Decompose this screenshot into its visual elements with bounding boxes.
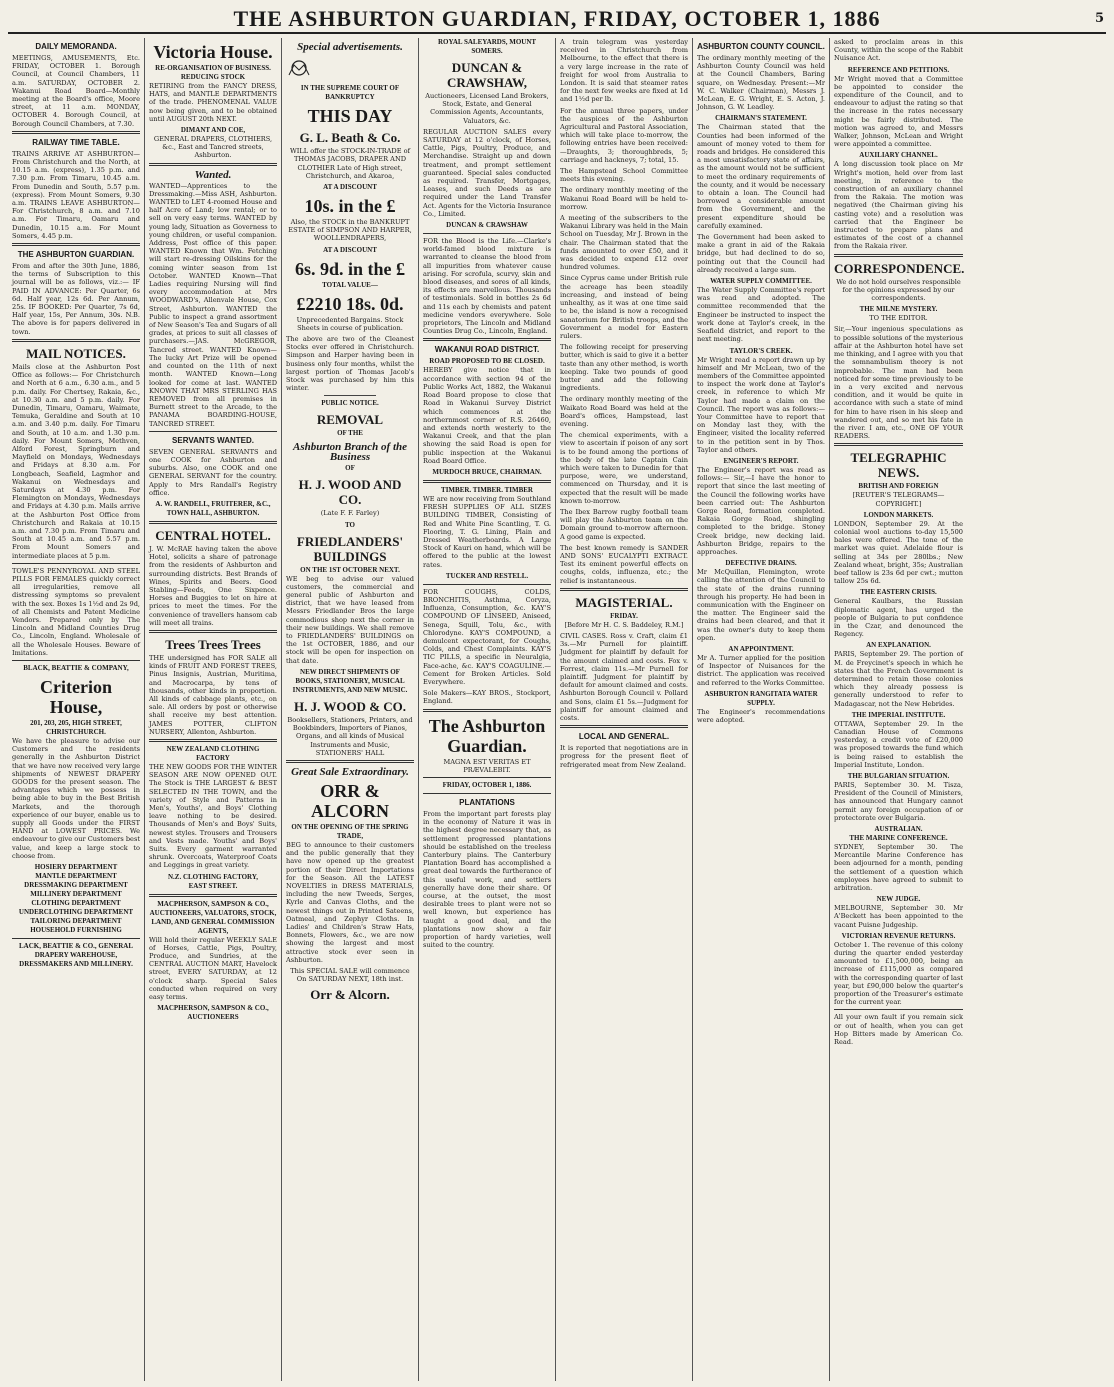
spring-trade: ON THE OPENING OF THE SPRING TRADE,: [291, 822, 409, 840]
hjwood-2-heading: H. J. WOOD & CO.: [293, 698, 407, 714]
orr-text: BEG to announce to their customers and the public generally that they have now opened up the greatest portion of their Direct Importations for the Season. All the LATEST NOVELTIES in DRESS MATERIALS, including the new Tweeds, Serges, Kyrle and Canvas Cloths, and the newest things out in Printed Sateens, Oatmeal, and Zephyr Cloths. In Ladies' and Children's Straw Hats, Bonnets, Flowers, &c., we are now showing the largest and most attractive stock ever seen in Ashburton.: [286, 840, 414, 964]
butter-text: The following receipt for preserving butter, which is said to give it a better taste than any other method, is worth keeping. Take two pounds of good butter and add the following ingredients.: [560, 343, 688, 393]
column-6: [693, 38, 830, 1381]
nz-clothing-text: THE NEW GOODS FOR THE WINTER SEASON ARE NOW OPENED OUT. The Stock is THE LARGEST & BEST SELECTED IN THE TOWN, and the variety of Style and Patterns in Men's, Youths', and Boys' Clothing leave nothing to be desired. Thousands of Men's and Boys' Suits, newest styles. Trousers and Trousers and Vests made. Youths' and Boys' Suits. Every garment warranted shrunk. Overcoats, Waterproof Coats and Leggings in great variety.: [149, 763, 277, 870]
unprecedented-text: Unprecedented Bargains. Stock Sheets in course of publication.: [296, 315, 404, 332]
wakanui-subheading: ROAD PROPOSED TO BE CLOSED.: [429, 357, 545, 366]
court-heading: IN THE SUPREME COURT OF BANKRUPTCY: [300, 84, 400, 102]
dept-underclothing: UNDERCLOTHING DEPARTMENT: [18, 908, 134, 917]
dept-hosiery: HOSIERY DEPARTMENT: [34, 863, 118, 872]
local-general-text: It is reported that negotiations are in progress for the present fleet of refrigerated meat from New Zealand.: [560, 744, 688, 769]
towle-ad: TOWLE'S PENNYROYAL AND STEEL PILLS FOR FEMALES quickly correct all irregularities, remove all distressing symptoms so prevalent with the sex. Boxes 1s 1½d and 2s 9d, of all Chemists and Patent Medicine Vendors. Prepared only by The Lincoln and Midland Counties Drug Co., Lincoln, England. Wholesale of all the Wholesale Houses. Beware of Imitations.: [12, 566, 141, 657]
victoria-reducing: REDUCING STOCK: [180, 73, 246, 81]
telegraphic-heading: TELEGRAPHIC NEWS.: [850, 450, 947, 481]
beath-heading: G. L. Beath & Co.: [299, 130, 401, 146]
randell-address: A. W. RANDELL, FRUITERER, &C., TOWN HALL, ASHBURTON.: [155, 499, 271, 517]
dept-furnishing: HOUSEHOLD FURNISHING: [30, 926, 122, 935]
macpherson-text: Will hold their regular WEEKLY SALE of Horses, Cattle, Pigs, Poultry, Produce, and Sundries, at the CENTRAL AUCTION MART, Havelock street, EVERY SATURDAY, at 12 o'clock sharp. Special Sales conducted when required on very easy terms.: [149, 935, 277, 1002]
engineer-heading: ENGINEER'S REPORT.: [723, 456, 799, 465]
removal-of: OF THE: [337, 429, 363, 438]
local-general-heading: LOCAL AND GENERAL.: [578, 732, 670, 742]
hjwood-text: WE beg to advise our valued customers, the commercial and general public of Ashburton and district, that we have leased from Messrs Friedlander Bros the large commodious shop next the corner in their new buildings. We shall remove to FRIEDLANDERS' BUILDINGS on the 1st OCTOBER, 1886, and our stock will be open for inspection on that date.: [286, 574, 414, 665]
revenue-text: October 1. The revenue of this colony during the quarter ended yesterday amounted to £1,500,000, being an increase of £115,000 as compared with the corresponding quarter of last year, but £90,000 below the quarter's proportion of the Treasurer's estimate for the current year.: [834, 940, 963, 1007]
duncan-subheading: Auctioneers, Licensed Land Brokers, Stock, Estate, and General Commission Agents, Accountants, Valuators, &c.: [425, 92, 549, 125]
removal-heading: REMOVAL: [316, 412, 384, 428]
orr-alcorn-heading: ORR & ALCORN: [310, 780, 389, 821]
plantations-text: From the important part forests play in the economy of Nature it was in the highest degree necessary that, as settlement progressed plantations should be established on the treeless Canterbury plains. The Canterbury Plantation Board has accomplished a great deal towards the furtherance of this useful work, and settlers generally have done their share. Of course, at the outset, the most desirable trees to plant were not so well known, but experience has taught a good deal, and the plantations now show a fair proportion of hardy varieties, well suited to the country.: [423, 810, 551, 950]
mail-text: Mails close at the Ashburton Post Office as follows:— For Christchurch and North at 6 a.m., 6.30 a.m., and 5 p.m. daily. For Chertsey, Rakaia, &c., at 10.30 a.m. and 5 p.m. daily. For Dunedin, Timaru, Oamaru, Waimate, Temuka, Geraldine and South at 10 a.m. and 3.40 p.m. daily. For Timaru and South, at 10 a.m. and 1.30 p.m. daily. For Mount Somers, Methven, Alford Forest, Springburn and Mayfield on Mondays, Wednesdays and Fridays at 8.30 a.m. For Longbeach, Seafield, Lagmhor and Wakanui on Wednesdays and Saturdays at 4.30 p.m. For Flemington on Mondays, Wednesdays and Fridays at 4.30 p.m. Mails arrive at the Ashburton Post Office from Christchurch and Rakaia at 10.15 a.m. and 7.30 p.m. From Timaru and South at 10.45 a.m. and 5.57 p.m. From Mount Somers and intermediate places at 5 p.m.: [12, 362, 140, 560]
imperial-heading: THE IMPERIAL INSTITUTE.: [851, 710, 946, 719]
memo-heading: DAILY MEMORANDA.: [35, 42, 117, 51]
saleyards-heading: ROYAL SALEYARDS, MOUNT SOMERS.: [437, 38, 537, 55]
new-judge-heading: NEW JUDGE.: [876, 895, 921, 904]
hjwood-2-sub: Booksellers, Stationers, Printers, and Bookbinders, Importers of Pianos, Organs, and all kinds of Musical Instruments and Music, STATIONERS' HALL: [287, 715, 413, 757]
nz-clothing-heading: NEW ZEALAND CLOTHING FACTORY: [166, 745, 260, 762]
masthead: [8, 6, 1106, 34]
mail-heading: MAIL NOTICES.: [26, 345, 126, 361]
macpherson-footer: MACPHERSON, SAMPSON & CO., AUCTIONEERS: [157, 1004, 269, 1022]
trees-text: THE undersigned has FOR SALE all kinds of FRUIT AND FOREST TREES, Pinus Insignis, Austrian, Muritima, and Macrocarpa, by tens of thousands, other kinds in proportion. All kinds of cabbage plants, etc., on sale. All orders by post or otherwise shall receive my best attention. JAMES POTTER, CLIFTON NURSERY, Allenton, Ashburton.: [149, 653, 277, 736]
beath-text-3: The above are two of the Cleanest Stocks ever offered in Christchurch. Simpson and Harper having been in business only four months, whilst the largest portion of Thomas Jacob's Stock was purchased by him this winter.: [286, 335, 414, 393]
servants-heading: SERVANTS WANTED.: [172, 435, 254, 445]
timber-text: WE are now receiving from Southland FRESH SUPPLIES OF ALL SIZES BUILDING TIMBER, Consisting of Red and White Pine Scantling, T. G. Flooring, T. G. Lining, Plain and Dressed Weatherboards. A Large Stock of Kauri on hand, which will be offered to the public at the lowest rates.: [423, 494, 551, 569]
memo-text: MEETINGS, AMUSEMENTS, Etc. FRIDAY, OCTOBER 1. Borough Council, at Council Chambers, 11 a.m. SATURDAY, OCTOBER 2. Wakanui Road Board—Monthly meeting at the Board's office, Moore street, at 11 a.m. MONDAY, OCTOBER 4. Borough Council, at Borough Council Chambers, at 7.30.: [12, 54, 140, 128]
central-hotel-text: J. W. McRAE having taken the above Hotel, solicits a share of patronage from the residents of Ashburton and surrounding districts. Best Brands of Wines, Spirits and Beers. Good Stabling—Feeds, One Sixpence. Horses and Buggies to let on hire at prices to meet the times. For the convenience of travellers hansom cab will meet all trains.: [149, 544, 277, 627]
telegraphic-note: [REUTER'S TELEGRAMS—COPYRIGHT.]: [852, 491, 945, 508]
orr-footer: Orr & Alcorn.: [310, 987, 390, 1003]
direct-shipments: NEW DIRECT SHIPMENTS OF BOOKS, STATIONERY, MUSICAL INSTRUMENTS, AND NEW MUSIC.: [292, 667, 408, 694]
revenue-heading: VICTORIAN REVENUE RETURNS.: [841, 931, 956, 940]
football-text: The Ibex Barrow rugby football team will play the Ashburton team on the Domain ground to-morrow afternoon. A good game is expected.: [560, 507, 688, 541]
imperial-text: OTTAWA, September 29. In the Canadian House of Commons yesterday, a credit vote of £20,000 was proposed towards the fund which is being raised to establish the Imperial Institute, London.: [834, 719, 963, 769]
water-supply-heading: WATER SUPPLY COMMITTEE.: [710, 277, 812, 286]
hampstead-text: The Hampstead School Committee meets this evening.: [560, 167, 688, 184]
column-2: [145, 38, 282, 1381]
great-sale-heading: Great Sale Extraordinary.: [291, 765, 409, 778]
eastern-crisis-text: General Kaulbars, the Russian diplomatic agent, has urged the people of Bulgaria to put confidence in the Czar, and denounced the Regency.: [834, 597, 963, 639]
rangitata-text: The Engineer's recommendations were adopted.: [697, 707, 825, 725]
taylors-creek-text: Mr Wright read a report drawn up by himself and Mr McLean, two of the members of the Committee appointed to inspect the work done at Taylor's creek, in reference to which Mr Taylor had made a claim on the Council. The report was as follows:— Your Committee have to report that on Monday last they, with the Engineer, visited the locality referred to in the petition sent in by Thos. Taylor and others.: [697, 355, 825, 454]
duncan-text: REGULAR AUCTION SALES every SATURDAY at 12 o'clock, of Horses, Cattle, Pigs, Poultry, Produce, and Merchandise. Straight up and down treatment, and prompt settlement guaranteed. Special sales conducted as required. Transfer, Mortgages, Leases, and such Deeds as are required under the Land Transfer Act. Agents for the Victoria Insurance Co., Limited.: [423, 127, 551, 218]
marine-heading: THE MARINE CONFERENCE.: [849, 834, 948, 843]
nz-clothing-footer: N.Z. CLOTHING FACTORY,: [167, 872, 259, 881]
public-notice: PUBLIC NOTICE.: [321, 399, 379, 408]
agricultural-text: For the annual three papers, under the auspices of the Ashburton Agricultural and Pastoral Association, which will take place to-morrow, the following entries have been received:—Draughts, 3; thoroughbreds, 5; carriage and hackneys, 7; total, 15.: [560, 106, 688, 164]
australian-heading: AUSTRALIAN.: [874, 825, 923, 834]
beath-text-2: Also, the STOCK in the BANKRUPT ESTATE of SIMPSON AND HARPER, WOOLLENDRAPERS,: [288, 218, 412, 243]
milne-heading: THE MILNE MYSTERY.: [859, 305, 938, 314]
new-judge-text: MELBOURNE, September 30. Mr A'Beckett has been appointed to the vacant Puisne Judgeship.: [834, 904, 963, 929]
railway-heading: RAILWAY TIME TABLE.: [32, 137, 120, 147]
hop-bitters-ad: All your own fault if you remain sick or out of health, when you can get Hop Bitters made by American Co. Read.: [834, 1013, 963, 1047]
guardian-date: FRIDAY, OCTOBER 1, 1886.: [442, 781, 532, 789]
victoria-house-heading: Victoria House.: [153, 42, 273, 62]
dept-dressmaking: DRESSMAKING DEPARTMENT: [24, 881, 128, 890]
cyprus-text: Since Cyprus came under British rule the acreage has been steadily increasing, and instead of being unhealthy, as it was at one time said to be, the island is now a recognised sanatorium for British troops, and the Government a model for Eastern rulers.: [560, 274, 688, 340]
library-text: A meeting of the subscribers to the Wakanui Library was held in the Main School on Tuesday, Mr J. Brown in the chair. The Chairman stated that the funds amounted to over £50, and it was decided to expend £12 over hundred volumes.: [560, 214, 688, 272]
lack-footer: LACK, BEATTIE & CO., GENERAL DRAPERY WAREHOUSE, DRESSMAKERS AND MILLINERY.: [18, 942, 134, 969]
lack-heading: BLACK, BEATTIE & COMPANY,: [23, 664, 129, 672]
explanation-heading: AN EXPLANATION.: [866, 641, 931, 650]
duncan-heading: DUNCAN & CRAWSHAW,: [446, 60, 528, 90]
reference-text: Mr Wright moved that a Committee be appointed to consider the expenditure of the Council, and to endeavour to adjust the rating so that the increase in the rates necessary might be fairly distributed. The motion was agreed to, and Messrs Walker, Johnson, McLean and Wright were appointed a committee.: [834, 74, 963, 149]
wool-freight-text: A train telegram was yesterday received in Christchurch from Melbourne, to the effect that there is a very large increase in the rate of freight for wool from Australia to London. It is said that steamer rates for the next few weeks are fixed at 1d and 1½d per lb.: [560, 38, 688, 104]
milne-text: Sir,—Your ingenious speculations as to possible solutions of the mysterious affair at the Ashburton hotel have set me thinking, and I agree with you that the somnambulism theory is not improbable. The man had been noticed for some time previously to be in a very excited and nervous condition, and it would be quite in accordance with such a state of mind for him to have risen in his sleep and wandered out, and so met his fate in the river. I am, etc., ONE OF YOUR READERS.: [834, 325, 963, 441]
nz-clothing-street: EAST STREET.: [188, 881, 238, 890]
eucalypti-text: The best known remedy is SANDER AND SONS' EUCALYPTI EXTRACT. Test its eminent powerful effects on coughs, colds, influenza, etc.; the relief is instantaneous.: [560, 543, 688, 585]
defective-drains-text: Mr McQuillan, Flemington, wrote calling the attention of the Council to the state of the drains running through his property. He had been in communication with the Engineer on the matter. The Engineer said the drains had been cleared, and that it was the owner's duty to keep them open.: [697, 568, 825, 642]
correspondence-heading: CORRESPONDENCE.: [834, 260, 965, 276]
guardian-heading: The Ashburton Guardian.: [428, 715, 546, 756]
trees-heading: Trees Trees Trees: [165, 636, 261, 652]
column-7: [830, 38, 967, 1381]
auxiliary-text: A long discussion took place on Mr Wright's motion, held over from last meeting, in reference to the construction of an auxiliary channel from the Rakaia. The motion was negatived (the Chairman giving his casting vote) and a resolution was carried that the Engineer be instructed to prepare plans and estimates of the cost of a channel from the Rakaia river.: [834, 160, 963, 251]
hjwood-heading: H. J. WOOD AND CO.: [298, 477, 402, 508]
wanted-text: WANTED—Apprentices to the Dressmaking.—Miss ASH, Ashburton. WANTED to LET 4-roomed House and half Acre of Land; low rental; or to sell on very easy terms. WANTED by young lady, Situation as Governess to young children, or useful companion. Address, Post office of this paper. WANTED Known that Wm. Fetching will start re-dressing Oilskins for the coming winter season from 1st October. WANTED Known—That Ladies requiring Nursing will find every accommodation at Mrs WOODWARD's, Allenvale House, Cox Street, Ashburton. WANTED the Public to inspect a grand assortment of New Season's Tea and Sugars of all grades, at prices to suit all classes of purchasers.—JAS. McGREGOR, Tancred street. WANTED Known—The lucky Art Prize will be opened and counted on the 11th of next month. WANTED Known—Long looked for come at last. WANTED KNOWN THAT MRS STERLING HAS REMOVED from all premises in Burnett street to the Arcade, to the PANAMA BOARDING-HOUSE, TANCRED STREET.: [149, 181, 277, 428]
total-value: £2210 18s. 0d.: [296, 293, 404, 314]
discount-label-1: AT A DISCOUNT: [323, 183, 377, 192]
appointment-heading: AN APPOINTMENT.: [728, 645, 794, 653]
chairman-heading: CHAIRMAN'S STATEMENT.: [715, 114, 807, 123]
chemical-text: The chemical experiments, with a view to ascertain if poison of any sort is to be found among the portions of the body of the late Captain Cain which were taken to Dunedin for that purpose, were, we understand, commenced on Thursday, and it is expected that the result will be made known to-morrow.: [560, 431, 688, 505]
reference-heading: REFERENCE AND PETITIONS.: [847, 65, 950, 74]
discount-label-2: AT A DISCOUNT: [323, 245, 377, 254]
appointment-text: Mr A. Turner applied for the position of Inspector of Nuisances for the district. The application was received and referred to the Works Committee.: [697, 654, 825, 687]
london-markets-text: LONDON, September 29. At the colonial wool auctions to-day 15,500 bales were offered. The tone of the market was quiet. Adelaide flour is selling at 34s per 280lbs.; New Zealand wheat, bright, 35s; Australian beef tallow is 23s 6d per cwt.; mutton tallow 25s 6d.: [834, 519, 963, 586]
criterion-address: 201, 203, 205, HIGH STREET, CHRISTCHURCH.: [30, 719, 122, 736]
murdoch-signature: MURDOCH BRUCE, CHAIRMAN.: [432, 467, 542, 476]
hjwood-late: (Late F. F. Farley): [320, 509, 380, 518]
taylors-creek-heading: TAYLOR'S CREEK.: [729, 346, 793, 355]
marine-text: SYDNEY, September 30. The Mercantile Marine Conference has been adjourned for a month, pending the settlement of a question which employees have agreed to submit to arbitration.: [834, 843, 963, 893]
railway-text: TRAINS ARRIVE AT ASHBURTON—From Christchurch and the North, at 10.15 a.m. (express), 1.35 p.m. and 7.30 p.m. From Timaru, 10.45 a.m. From Dunedin and South, 5.57 p.m. (express). From Mount Somers, 9.30 a.m. TRAINS LEAVE ASHBURTON—For Christchurch, 8 a.m. and 7.10 a.m. For Timaru, Oamaru and Dunedin, 10.15 a.m. For Mount Somers, 4.45 p.m.: [12, 149, 140, 240]
special-ads-heading: Special advertisements.: [297, 41, 403, 53]
milne-to: TO THE EDITOR.: [869, 314, 928, 323]
rabbit-text: asked to proclaim areas in this County, within the scope of the Rabbit Nuisance Act.: [834, 38, 963, 63]
defective-drains-heading: DEFECTIVE DRAINS.: [725, 559, 797, 568]
dept-millinery: MILLINERY DEPARTMENT: [30, 890, 122, 899]
page-number: 5: [1094, 11, 1104, 26]
this-day-heading: THIS DAY: [307, 106, 393, 127]
first-october: ON THE 1ST OCTOBER NEXT.: [300, 565, 400, 574]
duncan-footer: DUNCAN & CRAWSHAW: [446, 221, 528, 230]
coughs-ad: FOR COUGHS, COLDS, BRONCHITIS, Asthma, Coryza, Influenza, Consumption, &c. KAY'S COMPOUND OF LINSEED, Aniseed, Senega, Squill, Tolu, &c., with Chlorodyne. KAY'S COMPOUND, a demulcent expectorant, for Coughs, Colds, and Chest Complaints. KAY'S TIC PILLS, a specific in Neuralgia, Face-ache, &c. KAY'S COAGULINE.—Cement for Broken Articles. Sold Everywhere.: [423, 587, 551, 686]
victoria-subheading: RE-ORGANISATION OF BUSINESS.: [155, 64, 271, 72]
discount-value-2: 6s. 9d. in the £: [294, 258, 406, 279]
telegraphic-sub: BRITISH AND FOREIGN: [858, 482, 939, 491]
blood-mixture-ad: FOR the Blood is the Life.—Clarke's world-famed blood mixture is warranted to cleanse the blood from all impurities from whatever cause arising. For scrofula, scurvy, skin and blood diseases, and sores of all kinds, its effects are marvellous. Thousands of testimonials. Sold in bottles 2s 6d and 11s each by chemists and patent medicine vendors everywhere. Sole proprietors, The Lincoln and Midland Counties Drug Co., Lincoln, England.: [423, 237, 551, 336]
discount-value-1: 10s. in the £: [304, 196, 396, 217]
removal-to: TO: [345, 520, 355, 529]
wakanui-board-text: The ordinary monthly meeting of the Wakanui Road Board will be held to-morrow.: [560, 186, 688, 211]
magisterial-date: FRIDAY.: [610, 611, 638, 620]
wakanui-text: HEREBY give notice that in accordance with section 94 of the Public Works Act, 1882, the Wakanui Road Board propose to close that Road in Wakanui Survey District which commences at the northernmost corner of R.S. 26460, and extends north westerly to the Wakanui Creek, and that the plan showing the said Road is open for public inspection at the Wakanui Road Board Office.: [423, 366, 551, 465]
london-markets-heading: LONDON MARKETS.: [863, 510, 934, 519]
wanted-heading: Wanted.: [194, 168, 232, 181]
county-council-text: The ordinary monthly meeting of the Ashburton County Council was held at the Council Chambers, Baring square, on Wednesday. Present:—Mr W. C. Walker (Chairman), Messrs J. McLean, E. G. Wright, E. S. Acton, J. Johnson, G. W. Leadley.: [697, 54, 825, 112]
bulgarian-heading: THE BULGARIAN SITUATION.: [847, 772, 950, 781]
magisterial-heading: MAGISTERIAL.: [575, 594, 673, 610]
correspondence-note: We do not hold ourselves responsible for the opinions expressed by our correspondents.: [836, 277, 961, 303]
county-council-text-2: The Government had been asked to make a grant in aid of the Rakaia bridge, but had declined to do so, pointing out that the Council had already received a large sum.: [697, 233, 825, 274]
timber-heading: TIMBER. TIMBER. TIMBER: [441, 485, 533, 494]
explanation-text: PARIS, September 29. The portion of M. de Freycinet's speech in which he states that the French Government is determined to retain those colonies which they already possess is generally understood to refer to Madagascar, not the New Hebrides.: [834, 650, 963, 708]
water-supply-text: The Water Supply Committee's report was read and adopted. The committee recommended that the Engineer be instructed to inspect the work done at Taylor's creek, in the Seafield district, and report to the next meeting.: [697, 286, 825, 344]
magisterial-before: [Before Mr H. C. S. Baddeley, R.M.]: [564, 620, 684, 629]
ashburton-of: OF: [345, 464, 355, 473]
criterion-heading: Criterion House,: [40, 677, 112, 717]
total-label: TOTAL VALUE—: [322, 280, 378, 289]
subscription-heading: THE ASHBURTON GUARDIAN.: [17, 250, 135, 260]
engineer-text: The Engineer's report was read as follows:— Sir,—I have the honor to report that since the last meeting of the Council the following works have been carried out: The Ashburton Gorge Road, formation completed. Rakaia Gorge Road, shingling completed to the bridge. Stoney Creek bridge, new decking laid. Ashburton Bridge, repairs to the approaches.: [697, 465, 825, 556]
board-meeting-text: The ordinary monthly meeting of the Waikato Road Board was held at the Board's offices, Hampstead, last evening.: [560, 395, 688, 428]
auxiliary-heading: AUXILIARY CHANNEL.: [859, 151, 938, 160]
column-5: [556, 38, 693, 1381]
kay-footer: Sole Makers—KAY BROS., Stockport, England.: [423, 689, 551, 706]
servants-text: SEVEN GENERAL SERVANTS and one COOK for Ashburton and suburbs. Also, one COOK and one GENERAL SERVANT for the country. Apply to Mrs Randall's Registry office.: [149, 447, 277, 497]
ashburton-branch: Ashburton Branch of the Business: [292, 441, 407, 464]
criterion-text: We have the pleasure to advise our Customers and the residents generally in the Ashburton District that we have now received very large shipments of NEWEST DRAPERY GOODS for the present season. The advantages which we possess in being able to buy in the Best British Markets, and the thorough experience of our buyer, enable us to supply all Goods under the FIRST HAND at LOWEST PRICES. We endeavour to give our Customers best value, and keep a large stock to choose from.: [12, 737, 140, 860]
coat-of-arms-icon: [286, 57, 312, 79]
magisterial-text: CIVIL CASES. Ross v. Craft, claim £1 3s.—Mr Purnell for plaintiff. Judgment for plaintiff by default for the amount claimed and costs. Fox v. Forrest, claim 11s.—Mr Purnell for plaintiff. Judgment for plaintiff by default for amount claimed and costs. Ashburton Borough Council v. Pollard and Sons, claim £1 5s.—Judgment for plaintiff for amount claimed and costs.: [560, 632, 688, 723]
dept-clothing: CLOTHING DEPARTMENT: [31, 899, 121, 908]
macpherson-heading: MACPHERSON, SAMPSON & CO., AUCTIONEERS, VALUATORS, STOCK, LAND, AND GENERAL COMMISSION AGENTS,: [149, 899, 277, 935]
victoria-firm: DIMANT AND COE,: [180, 126, 246, 135]
victoria-text: RETIRING from the FANCY DRESS, HATS, and MANTLE DEPARTMENTS of the trade. PHENOMENAL VALUE now being given, and to be obtained until AUGUST 20th NEXT.: [149, 82, 277, 123]
column-4: [419, 38, 556, 1381]
newspaper-title: THE ASHBURTON GUARDIAN, FRIDAY, OCTOBER 1, 1886: [233, 6, 881, 31]
friedlanders-heading: FRIEDLANDERS' BUILDINGS: [296, 533, 404, 564]
column-1: [8, 38, 145, 1381]
beath-text: WILL offer the STOCK-IN-TRADE of THOMAS JACOBS, DRAPER AND CLOTHIER Late of High street, Christchurch, and Akaroa,: [289, 147, 411, 180]
subscription-text: From and after the 30th June, 1886, the terms of Subscription to this journal will be as follows, viz.:— IF PAID IN ADVANCE: Per Quarter, 6s 6d. Half year, 12s 6d. Per Annum, 25s. IF BOOKED: Per Quarter, 7s 6d, Half year, 15s, Per Annum, 30s. N.B. The above is for papers delivered in town.: [12, 262, 140, 336]
eastern-crisis-heading: THE EASTERN CRISIS.: [860, 588, 937, 597]
central-hotel-heading: CENTRAL HOTEL.: [155, 527, 271, 543]
column-3: [282, 38, 419, 1381]
tucker-signature: TUCKER AND RESTELL.: [445, 571, 529, 580]
bulgarian-text: PARIS, September 30. M. Tisza, President of the Council of Ministers, has announced that Hungary cannot permit any foreign occupation of or protectorate over Bulgaria.: [834, 781, 963, 822]
chairman-text: The Chairman stated that the Counties had been informed of the amount of money voted to them for roads and bridges. He considered this a most unsatisfactory state of affairs, as the amount would not be sufficient to meet the ordinary requirements of the county, and it would be necessary to obtain a loan. The Council had borrowed a considerable amount from the Government, and the present expenditure should be carefully examined.: [697, 123, 825, 230]
rangitata-heading: ASHBURTON RANGITATA WATER SUPPLY.: [704, 689, 818, 707]
victoria-firm-sub: GENERAL DRAPERS, CLOTHIERS, &c., East and Tancred streets, Ashburton.: [153, 135, 273, 160]
county-council-heading: ASHBURTON COUNTY COUNCIL.: [697, 42, 825, 51]
columns: [8, 38, 1106, 1381]
wakanui-heading: WAKANUI ROAD DISTRICT.: [434, 345, 540, 355]
dept-tailoring: TAILORING DEPARTMENT: [30, 917, 122, 926]
dept-mantle: MANTLE DEPARTMENT: [35, 872, 117, 881]
orr-footnote: This SPECIAL SALE will commence On SATURDAY NEXT, 18th inst.: [290, 966, 410, 984]
plantations-heading: PLANTATIONS: [459, 798, 515, 807]
guardian-motto: MAGNA EST VERITAS ET PRÆVALEBIT.: [443, 757, 531, 774]
